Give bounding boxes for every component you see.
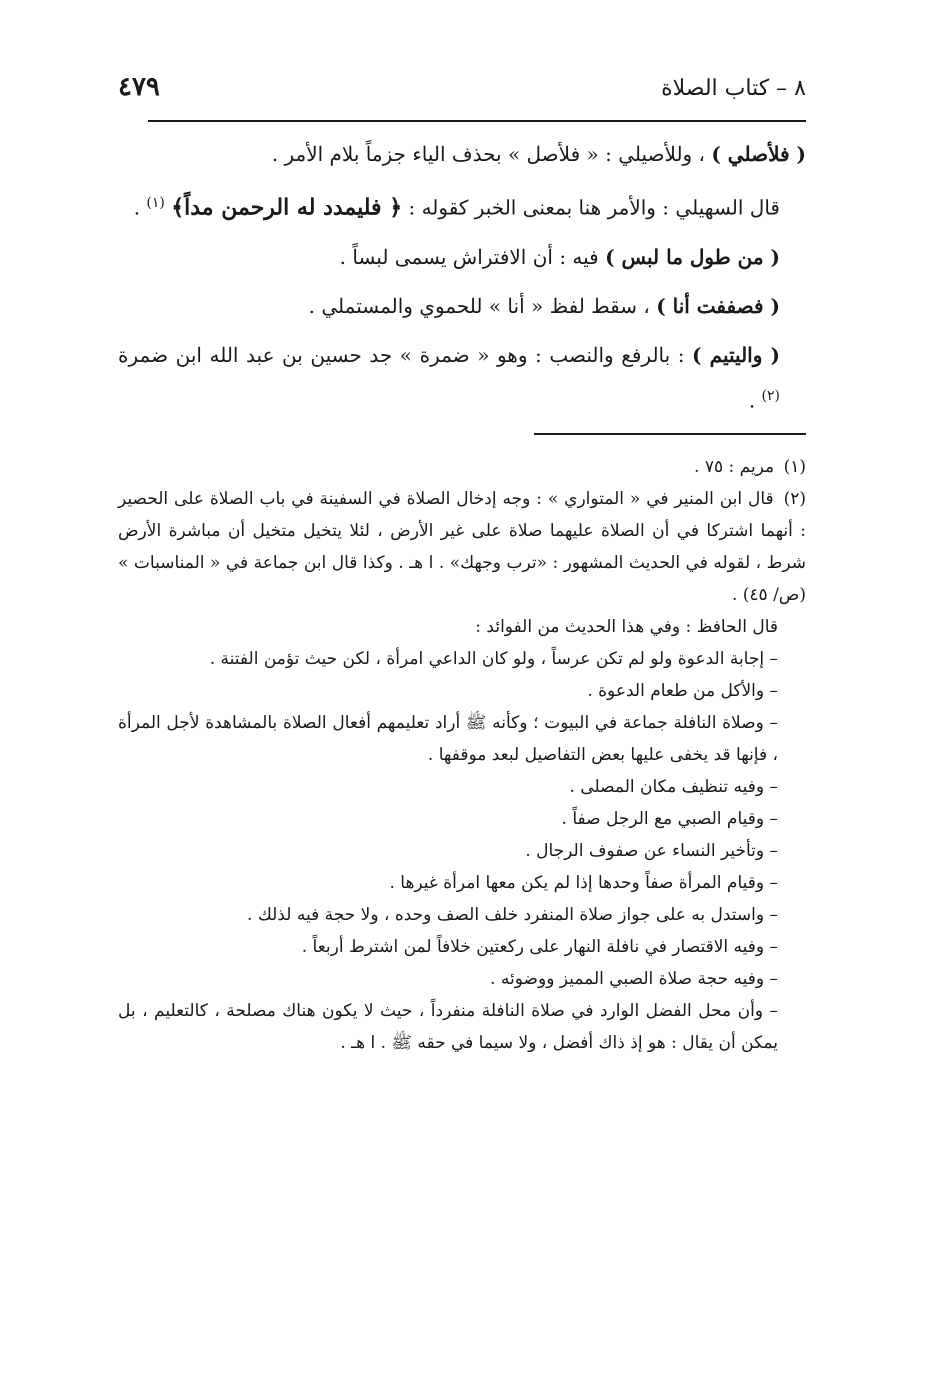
lemma-falasli: ( فلأصلي ) (711, 142, 806, 166)
running-title: ٨ – كتاب الصلاة (661, 76, 806, 101)
lemma-safaftu: ( فصففت أنا ) (656, 293, 780, 318)
paragraph-suhaili (118, 183, 806, 229)
footnote-ref-2[interactable]: (٢) (761, 387, 780, 404)
benefit-item: – وصلاة النافلة جماعة في البيوت ؛ وكأنه ﷺ أراد تعليمهم أفعال الصلاة بالمشاهدة لأجل المرأة ، فإنها قد يخفى عليها بعض التفاصيل لبعد موقفها . (118, 713, 778, 766)
footnote-2-body (118, 611, 806, 1059)
benefit-item: – وقيام الصبي مع الرجل صفاً . (561, 809, 778, 830)
page-header (118, 70, 806, 114)
paragraph-falasli (118, 134, 806, 175)
footnotes (118, 451, 806, 1059)
footnote-number: (٢) (783, 489, 806, 510)
footnote-text: مريم : ٧٥ . (694, 457, 775, 478)
benefit-item: – والأكل من طعام الدعوة . (587, 681, 778, 702)
paragraph-text: قال السهيلي : والأمر هنا بمعنى الخبر كقوله : (402, 195, 780, 220)
paragraph-safaftu (118, 286, 806, 327)
paragraph-tail: . (133, 195, 147, 220)
benefit-item: – وفيه حجة صلاة الصبي المميز ووضوئه . (490, 969, 778, 990)
footnote-text: قال ابن المنير في « المتواري » : وجه إدخال الصلاة في السفينة في باب الصلاة على الحصير : أنهما اشتركا في أن الصلاة عليهما صلاة على غير الأرض ، لئلا يتخيل متخيل أن مباشرة الأرض شرط ، لقوله في الحديث المشهور : «ترب وجهك» . ا هـ . وكذا قال ابن جماعة في « المناسبات » (ص/ ٤٥) . (118, 489, 806, 606)
benefit-item: – وفيه الاقتصار في نافلة النهار على ركعتين خلافاً لمن اشترط أربعاً . (301, 937, 778, 958)
quran-verse: ﴿ فليمدد له الرحمن مداً﴾ (171, 194, 403, 221)
paragraph-text: ، سقط لفظ « أنا » للحموي والمستملي . (308, 293, 657, 318)
footnote-1 (118, 451, 806, 483)
paragraph-text: فيه : أن الافتراش يسمى لبساً . (339, 244, 606, 269)
lemma-yatim: ( واليتيم ) (692, 342, 780, 367)
benefit-item: – واستدل به على جواز صلاة المنفرد خلف الصف وحده ، ولا حجة فيه لذلك . (247, 905, 778, 926)
benefit-item: – وتأخير النساء عن صفوف الرجال . (525, 841, 778, 862)
paragraph-tul-ma-labis (118, 237, 806, 278)
paragraph-text: ، وللأصيلي : « فلأصل » بحذف الياء جزماً بلام الأمر . (271, 142, 712, 166)
main-text (118, 134, 806, 421)
paragraph-tail: . (748, 388, 762, 413)
benefit-item: – وفيه تنظيف مكان المصلى . (569, 777, 778, 798)
paragraph-text: : بالرفع والنصب : وهو « ضمرة » جد حسين بن عبد الله ابن ضمرة (118, 342, 693, 367)
book-page (118, 70, 806, 1059)
footnote-2 (118, 483, 806, 611)
footnote-number: (١) (783, 457, 806, 478)
benefit-item: – إجابة الدعوة ولو لم تكن عرساً ، ولو كان الداعي امرأة ، لكن حيث تؤمن الفتنة . (209, 649, 778, 670)
benefit-item: – وقيام المرأة صفاً وحدها إذا لم يكن معها امرأة غيرها . (389, 873, 778, 894)
footnote-separator (534, 433, 806, 435)
header-rule (148, 120, 806, 122)
benefit-item: – وأن محل الفضل الوارد في صلاة النافلة منفرداً ، حيث لا يكون هناك مصلحة ، كالتعليم ، بل يمكن أن يقال : هو إذ ذاك أفضل ، ولا سيما في حقه ﷺ . ا هـ . (118, 1001, 778, 1054)
footnote-ref-1[interactable]: (١) (146, 195, 165, 211)
paragraph-yatim (118, 335, 806, 422)
hafiz-line: قال الحافظ : وفي هذا الحديث من الفوائد : (475, 617, 778, 638)
lemma-tul-ma-labis: ( من طول ما لبس ) (605, 244, 780, 269)
page-number: ٤٧٩ (118, 72, 160, 102)
